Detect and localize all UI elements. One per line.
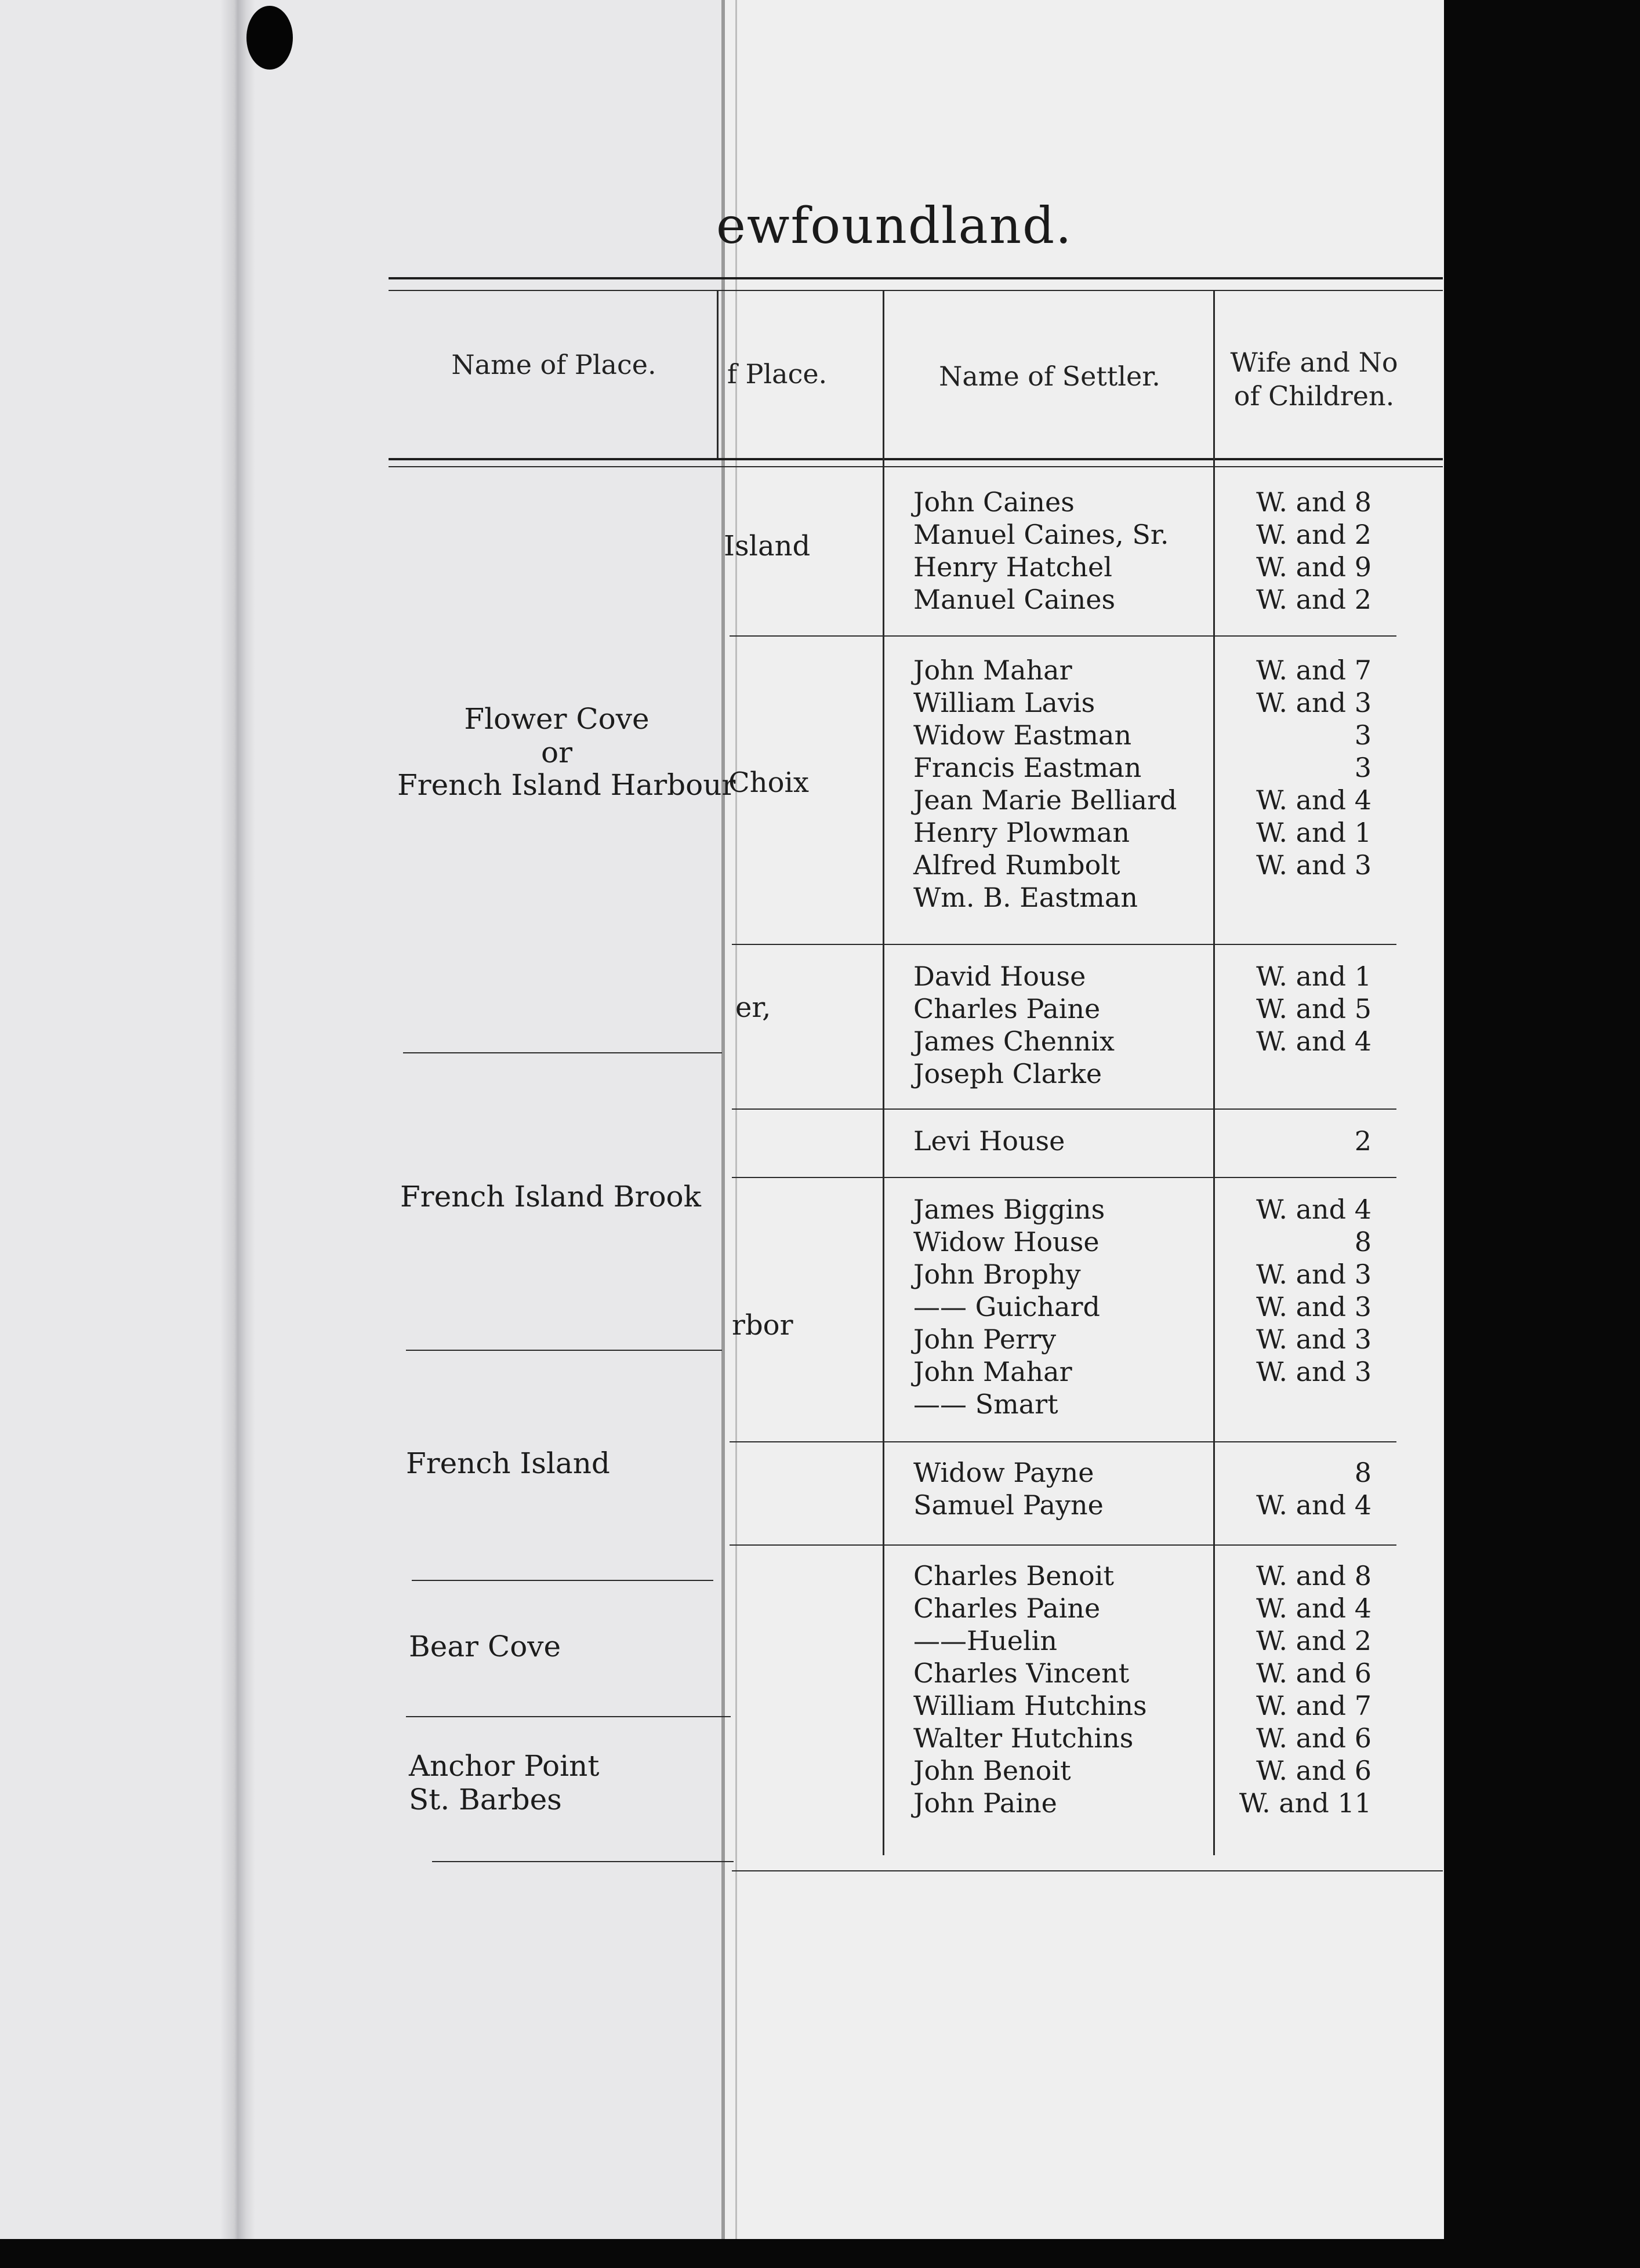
settler-name: Jean Marie Belliard	[913, 784, 1177, 816]
table-row	[913, 816, 1371, 849]
settler-name: Alfred Rumbolt	[913, 849, 1120, 881]
wife-children: W. and 4	[1256, 1489, 1371, 1521]
settler-name: Widow Payne	[913, 1457, 1094, 1488]
settler-name: William Hutchins	[913, 1690, 1147, 1721]
wife-children: W. and 4	[1256, 784, 1371, 816]
settler-name: Francis Eastman	[913, 752, 1142, 783]
place-separator-1	[403, 1052, 722, 1053]
table-row	[913, 1624, 1371, 1657]
place-separator-4	[406, 1716, 731, 1717]
dark-edge-right	[1444, 0, 1640, 2268]
settler-name: Joseph Clarke	[913, 1058, 1102, 1089]
wife-children: W. and 6	[1256, 1658, 1371, 1689]
binding-hole	[246, 6, 293, 70]
settler-name: Widow Eastman	[913, 719, 1132, 751]
table-row	[913, 1787, 1371, 1819]
place-anchor-point: Anchor Point	[409, 1749, 600, 1783]
place-flower-cove: Flower Cove	[464, 702, 650, 736]
table-row	[913, 1323, 1371, 1355]
wife-children: W. and 7	[1256, 1690, 1371, 1721]
place-french-island: French Island	[406, 1446, 610, 1480]
settler-name: William Lavis	[913, 687, 1095, 718]
wife-children: W. and 1	[1256, 961, 1371, 992]
wife-children: 8	[1354, 1226, 1371, 1257]
header-name-of-settler: Name of Settler.	[939, 361, 1160, 392]
group-separator-4	[732, 1177, 1396, 1178]
page-title: ewfoundland.	[716, 197, 1073, 255]
wife-children: W. and 8	[1256, 1560, 1371, 1591]
header-wife-children	[1216, 346, 1413, 413]
table-row	[913, 1560, 1371, 1592]
header-rule-top	[389, 277, 1443, 279]
place-french-island-harbour: French Island Harbour	[397, 768, 736, 802]
wife-children: W. and 3	[1256, 687, 1371, 718]
settler-group-2	[913, 654, 1371, 914]
settler-name: Samuel Payne	[913, 1489, 1104, 1521]
place-french-island-brook: French Island Brook	[400, 1180, 701, 1213]
wife-children: W. and 2	[1256, 584, 1371, 615]
wife-children: W. and 6	[1256, 1755, 1371, 1786]
wife-children: W. and 5	[1256, 993, 1371, 1024]
table-row	[913, 1025, 1371, 1057]
wife-children: W. and 3	[1256, 1259, 1371, 1290]
sub-place-rbor: rbor	[732, 1309, 793, 1342]
settler-name: —— Smart	[913, 1389, 1058, 1420]
wife-children: W. and 3	[1256, 1356, 1371, 1387]
settler-name: John Brophy	[913, 1259, 1081, 1290]
settler-group-4	[913, 1125, 1371, 1157]
page-seam-inner	[735, 0, 737, 2249]
settler-name: James Chennix	[913, 1026, 1115, 1057]
table-row	[913, 1291, 1371, 1323]
table-bottom-rule	[732, 1870, 1443, 1871]
wife-children: 8	[1354, 1457, 1371, 1488]
column-divider-2	[883, 290, 884, 1855]
table-row	[913, 1125, 1371, 1157]
dark-edge-bottom	[0, 2239, 1640, 2268]
place-st-barbes: St. Barbes	[409, 1783, 562, 1816]
table-row	[913, 1456, 1371, 1489]
table-row	[913, 960, 1371, 993]
table-row	[913, 686, 1371, 719]
wife-children: W. and 9	[1256, 551, 1371, 583]
wife-children: W. and 6	[1256, 1722, 1371, 1754]
wife-children: 2	[1354, 1125, 1371, 1157]
group-separator-5	[730, 1441, 1396, 1442]
place-bear-cove: Bear Cove	[409, 1630, 561, 1663]
table-row	[913, 1689, 1371, 1722]
table-row	[913, 1388, 1371, 1420]
sub-place-er: er,	[735, 991, 771, 1024]
wife-children: W. and 8	[1256, 486, 1371, 518]
wife-children: W. and 2	[1256, 1625, 1371, 1656]
page-seam	[721, 0, 725, 2249]
table-row	[913, 583, 1371, 616]
table-row	[913, 993, 1371, 1025]
settler-name: —— Guichard	[913, 1291, 1100, 1322]
wife-children: W. and 4	[1256, 1194, 1371, 1225]
table-row	[913, 719, 1371, 751]
settler-name: John Mahar	[913, 1356, 1072, 1387]
settler-name: John Benoit	[913, 1755, 1071, 1786]
settler-name: Manuel Caines, Sr.	[913, 519, 1169, 550]
header-rule-bottom-thin	[389, 466, 1443, 467]
table-row	[913, 1754, 1371, 1787]
table-row	[913, 1722, 1371, 1754]
sub-place-choix: Choix	[728, 766, 809, 799]
settler-name: Charles Vincent	[913, 1658, 1130, 1689]
settler-name: Henry Hatchel	[913, 551, 1112, 583]
settler-name: James Biggins	[913, 1194, 1105, 1225]
wife-children: W. and 7	[1256, 655, 1371, 686]
table-row	[913, 1226, 1371, 1258]
table-row	[913, 849, 1371, 881]
table-row	[913, 1258, 1371, 1291]
settler-name: Charles Paine	[913, 1593, 1101, 1624]
settler-name: Charles Benoit	[913, 1560, 1114, 1591]
wife-children: W. and 3	[1256, 849, 1371, 881]
table-row	[913, 518, 1371, 551]
table-row	[913, 1657, 1371, 1689]
settler-group-7	[913, 1560, 1371, 1819]
settler-name: Widow House	[913, 1226, 1100, 1257]
header-rule-bottom	[389, 458, 1443, 460]
group-separator-1	[730, 635, 1396, 637]
wife-children: W. and 3	[1256, 1324, 1371, 1355]
place-or: or	[540, 736, 572, 769]
table-row	[913, 551, 1371, 583]
settler-name: Walter Hutchins	[913, 1722, 1134, 1754]
table-row	[913, 486, 1371, 518]
page-fold-shadow	[220, 0, 255, 2249]
wife-children: W. and 1	[1256, 817, 1371, 848]
sub-place-island: Island	[724, 530, 811, 562]
wife-children: W. and 3	[1256, 1291, 1371, 1322]
header-rule-top-thin	[389, 290, 1443, 291]
column-divider-1	[717, 290, 719, 458]
place-separator-2	[406, 1350, 722, 1351]
place-separator-5	[432, 1861, 734, 1862]
settler-name: Wm. B. Eastman	[913, 882, 1138, 913]
wife-children: W. and 11	[1239, 1787, 1371, 1819]
table-row	[913, 784, 1371, 816]
header-wife-line1: Wife and No	[1230, 347, 1398, 378]
place-separator-3	[412, 1580, 713, 1581]
settler-name: John Mahar	[913, 655, 1072, 686]
left-page	[0, 0, 725, 2249]
settler-group-5	[913, 1193, 1371, 1420]
settler-name: Charles Paine	[913, 993, 1101, 1024]
wife-children: 3	[1354, 719, 1371, 751]
table-row	[913, 1592, 1371, 1624]
settler-name: Henry Plowman	[913, 817, 1130, 848]
settler-name: John Paine	[913, 1787, 1057, 1819]
settler-group-6	[913, 1456, 1371, 1521]
group-separator-3	[732, 1108, 1396, 1110]
wife-children: W. and 2	[1256, 519, 1371, 550]
table-row	[913, 1193, 1371, 1226]
settler-name: John Perry	[913, 1324, 1057, 1355]
table-row	[913, 1057, 1371, 1090]
table-row	[913, 1355, 1371, 1388]
settler-name: Manuel Caines	[913, 584, 1116, 615]
header-name-of-place: Name of Place.	[451, 349, 656, 380]
settler-group-3	[913, 960, 1371, 1090]
settler-name: ——Huelin	[913, 1625, 1058, 1656]
settler-group-1	[913, 486, 1371, 616]
header-sub-place: f Place.	[727, 358, 828, 390]
settler-name: John Caines	[913, 486, 1075, 518]
settler-name: David House	[913, 961, 1086, 992]
table-row	[913, 751, 1371, 784]
wife-children: W. and 4	[1256, 1593, 1371, 1624]
group-separator-6	[730, 1544, 1396, 1546]
header-wife-line2: of Children.	[1233, 380, 1395, 412]
table-row	[913, 654, 1371, 686]
settler-name: Levi House	[913, 1125, 1065, 1157]
wife-children: W. and 4	[1256, 1026, 1371, 1057]
group-separator-2	[732, 944, 1396, 945]
wife-children: 3	[1354, 752, 1371, 783]
table-row	[913, 1489, 1371, 1521]
table-row	[913, 881, 1371, 914]
